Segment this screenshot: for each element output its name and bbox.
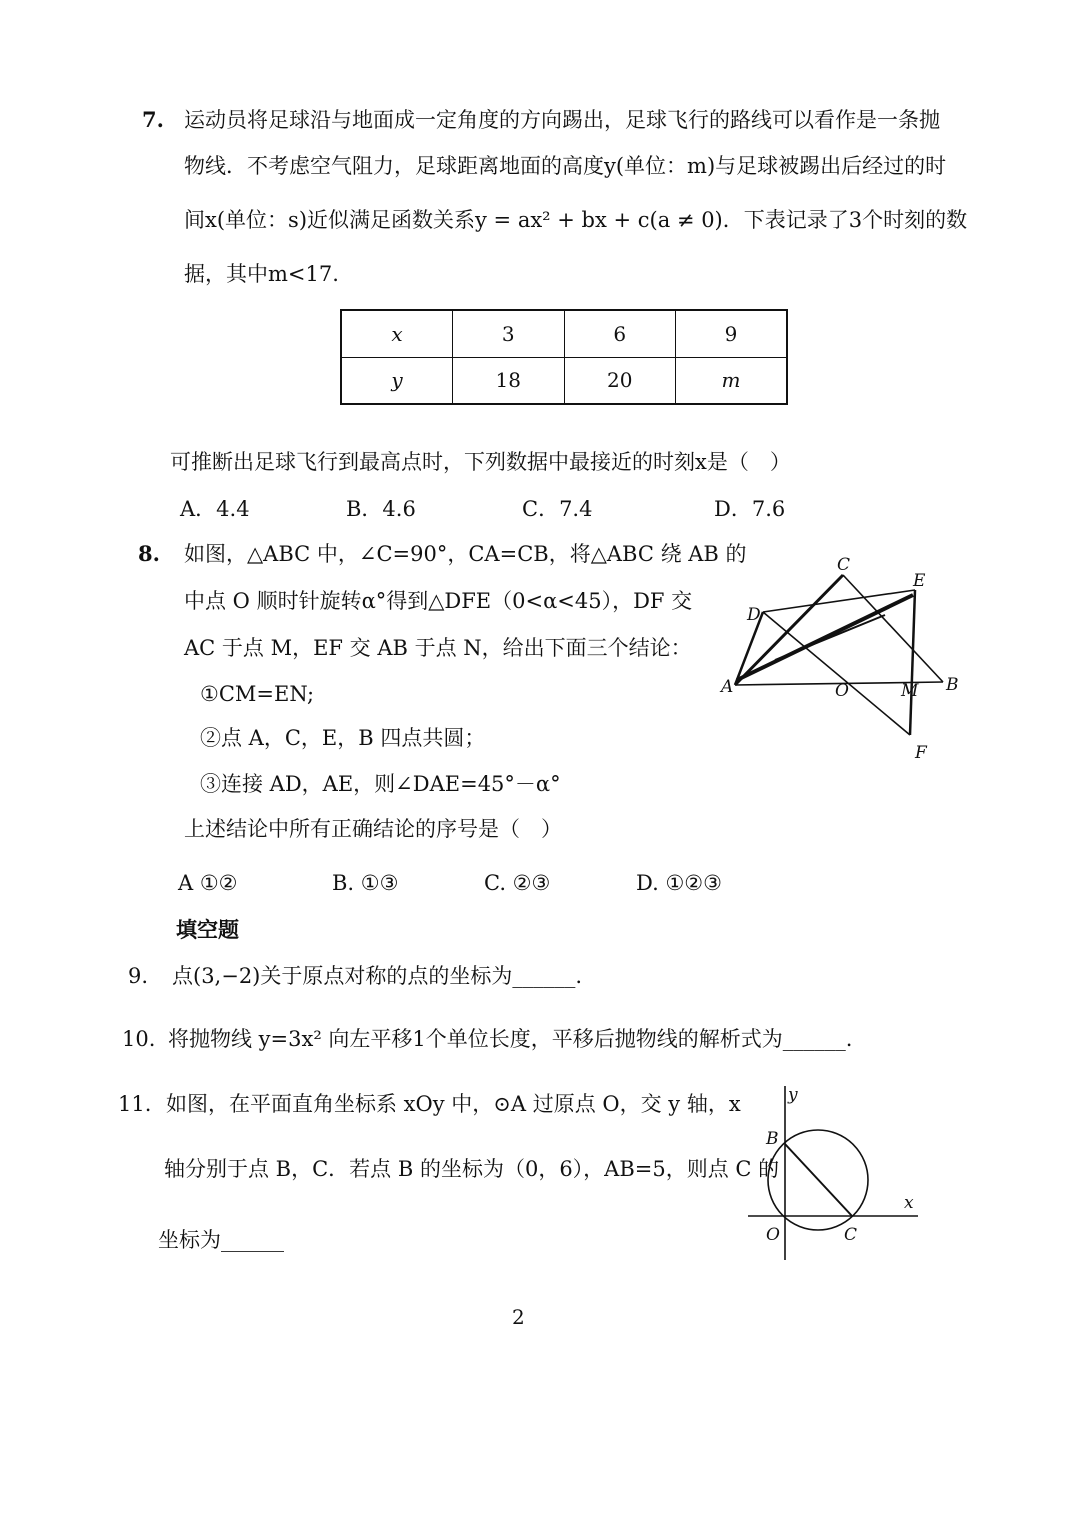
table-row [341,310,787,357]
question-8-conclusion-1: ①CM=EN; [200,682,315,706]
question-7-line-3: 间x(单位：s)近似满足函数关系y = ax² + bx + c(a ≠ 0)．下表记录了3个时刻的数 [184,208,968,232]
segment-de [763,590,915,612]
table-cell: 9 [676,310,788,357]
question-11-line-1: 如图，在平面直角坐标系 xOy 中，⊙A 过原点 O，交 y 轴，x [166,1092,741,1116]
question-9-text: 点(3,−2)关于原点对称的点的坐标为______. [172,964,583,988]
table-cell: y [341,357,453,404]
question-7-line-4: 据，其中m<17. [184,262,339,286]
section-heading: 填空题 [176,917,239,942]
question-7-prompt: 可推断出足球飞行到最高点时，下列数据中最接近的时刻x是（ ） [170,450,791,474]
question-7-option-b: B．4.6 [346,497,416,521]
segment-ac [735,575,843,685]
question-8-line-2: 中点 O 顺时针旋转α°得到△DFE（0<α<45），DF 交 [184,589,693,613]
question-11-line-3: 坐标为______ [158,1228,284,1252]
figure-label-b: B [946,675,959,695]
question-7-option-d: D．7.6 [714,497,786,521]
figure-label-c: C [844,1225,858,1245]
question-8-prompt: 上述结论中所有正确结论的序号是（ ） [184,817,562,841]
figure-label-o: O [766,1225,780,1245]
question-7-table [340,309,788,405]
question-8-option-b: B. ①③ [332,871,399,895]
question-10-number: 10. [122,1027,156,1051]
question-8-line-3: AC 于点 M，EF 交 AB 于点 N，给出下面三个结论： [184,636,692,660]
segment-auxiliary [775,615,885,660]
table-row [341,357,787,404]
question-11-line-2: 轴分别于点 B，C．若点 B 的坐标为（0，6），AB=5，则点 C 的 [164,1157,780,1181]
question-7-number: 7. [142,107,164,132]
question-7-option-a: A．4.4 [180,497,250,521]
question-8-option-d: D. ①②③ [636,871,722,895]
figure-label-x: x [904,1193,914,1213]
page-number: 2 [512,1305,525,1329]
question-11-number: 11. [118,1092,152,1116]
table-cell: 3 [453,310,565,357]
question-8-line-1: 如图，△ABC 中，∠C=90°，CA=CB，将△ABC 绕 AB 的 [184,542,747,566]
table-cell: m [676,357,788,404]
question-7-line-1: 运动员将足球沿与地面成一定角度的方向踢出，足球飞行的路线可以看作是一条抛 [184,108,940,132]
table-cell: 20 [564,357,676,404]
triangle-rotation-figure [715,550,965,765]
table-cell: x [341,310,453,357]
figure-lines [735,575,943,735]
figure-label-m: M [901,681,919,701]
question-8-conclusion-2: ②点 A，C，E，B 四点共圆； [200,726,486,750]
question-10-text: 将抛物线 y=3x² 向左平移1个单位长度，平移后抛物线的解析式为______. [168,1027,853,1051]
figure-label-d: D [747,605,761,625]
segment-ae [737,595,913,680]
segment-cb [843,575,943,682]
segment-bc [785,1144,852,1216]
figure-label-f: F [915,743,927,763]
question-8-number: 8. [138,541,160,566]
question-8-option-a: A ①② [178,871,238,895]
table-cell: 6 [564,310,676,357]
question-9-number: 9. [128,964,149,988]
question-8-option-c: C. ②③ [484,871,551,895]
question-8-conclusion-3: ③连接 AD，AE，则∠DAE=45°－α° [200,772,561,796]
figure-label-e: E [913,571,926,591]
coordinate-circle-figure [740,1078,930,1263]
figure-label-o: O [835,681,849,701]
table-cell: 18 [453,357,565,404]
figure-label-b: B [766,1129,779,1149]
question-7-line-2: 物线．不考虑空气阻力，足球距离地面的高度y(单位：m)与足球被踢出后经过的时 [184,154,947,178]
figure-label-a: A [721,677,734,697]
question-7-option-c: C．7.4 [522,497,593,521]
segment-ef [910,590,915,735]
figure-label-y: y [788,1085,798,1105]
figure-label-c: C [837,555,851,575]
